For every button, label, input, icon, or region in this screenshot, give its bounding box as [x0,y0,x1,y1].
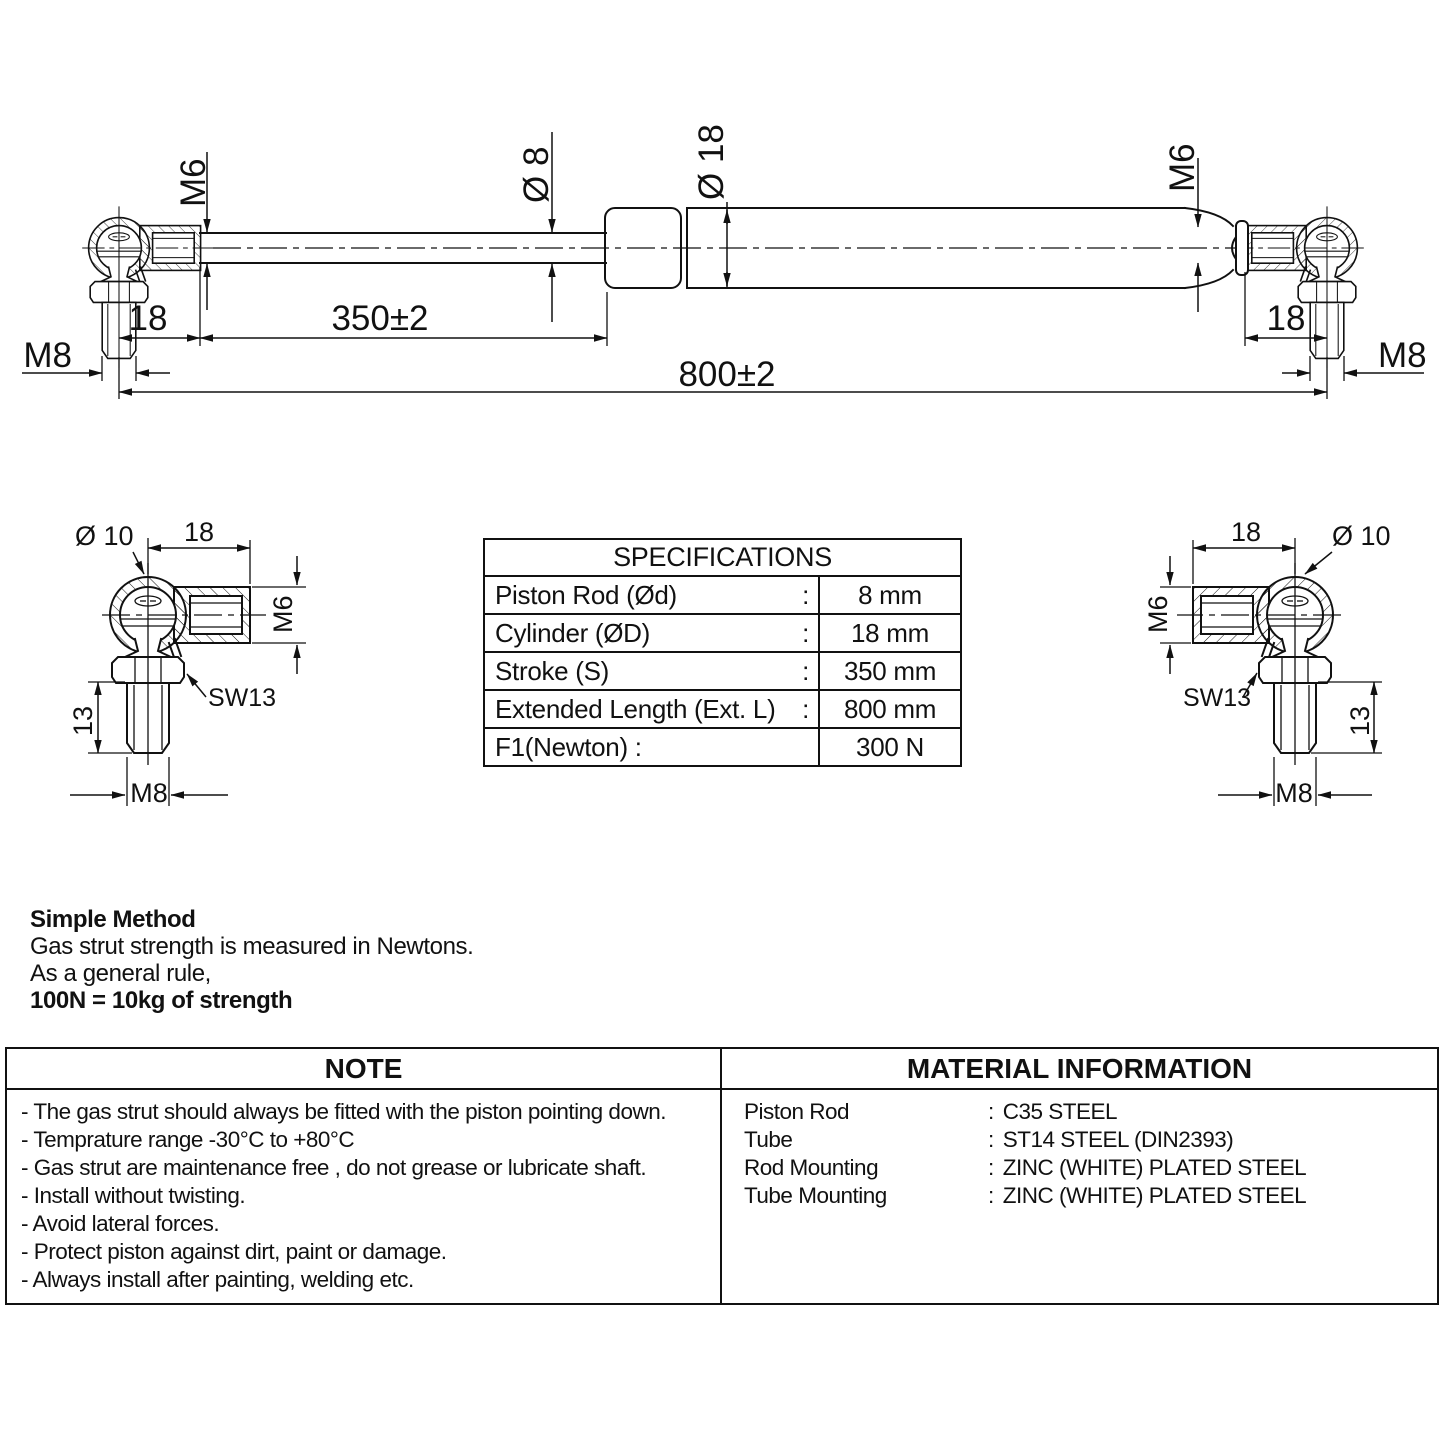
material-value: ZINC (WHITE) PLATED STEEL [1002,1155,1307,1180]
dim-label-dia8: Ø 8 [517,146,556,203]
spec-label: F1(Newton) : [495,731,642,762]
spec-value: 18 mm [851,617,929,648]
dim-label-m6-right: M6 [1163,143,1202,192]
spec-value: 8 mm [858,579,922,610]
dim-label-stroke: 350±2 [331,299,429,338]
dim-label-m8-right: M8 [1378,336,1427,375]
note-item: - Avoid lateral forces. [21,1211,220,1236]
material-label: Rod Mounting [744,1155,879,1180]
simple-method-line: As a general rule, [30,960,211,987]
detail-left-13: 13 [68,705,98,736]
left-fitting-detail [68,517,306,808]
material-row-tube [744,1126,1425,1154]
dim-label-m6-left: M6 [174,158,213,207]
simple-method-block [30,906,473,1014]
spec-row-cylinder [485,613,960,651]
spec-label: Cylinder (ØD) [495,617,651,648]
note-item: - Gas strut are maintenance free , do not grease or lubricate shaft. [21,1155,647,1180]
detail-left-18: 18 [183,517,215,547]
detail-right-m6: M6 [1143,595,1173,633]
material-label: Tube [744,1127,793,1152]
spec-row-piston-rod [485,575,960,613]
spec-value: 350 mm [843,655,937,686]
simple-method-line: Gas strut strength is measured in Newtons. [30,933,474,960]
spec-colon: : [802,693,809,724]
detail-right-sw13: SW13 [1183,684,1252,712]
dim-label-18-right: 18 [1266,299,1306,338]
dim-label-dia18: Ø 18 [692,124,731,200]
note-item: - Protect piston against dirt, paint or damage. [21,1239,447,1264]
note-material-table [5,1047,1439,1305]
detail-left-dia10: Ø 10 [75,521,134,551]
material-info-header: MATERIAL INFORMATION [722,1049,1437,1090]
material-label: Tube Mounting [744,1183,887,1208]
note-item: - The gas strut should always be fitted with the piston pointing down. [21,1099,666,1124]
detail-right-13: 13 [1345,705,1375,736]
spec-colon: : [802,617,809,648]
material-colon: : [988,1155,994,1180]
left-ball-joint [82,206,213,368]
material-list [722,1090,1437,1303]
spec-row-stroke [485,651,960,689]
simple-method-rule: 100N = 10kg of strength [30,987,293,1014]
spec-label: Piston Rod (Ød) [495,579,677,610]
specifications-table [483,538,962,767]
material-colon: : [988,1127,994,1152]
spec-label: Extended Length (Ext. L) [495,693,776,724]
material-value: C35 STEEL [1002,1099,1118,1124]
dim-label-m8-left: M8 [23,336,72,375]
dim-label-extended: 800±2 [678,355,776,394]
note-list [7,1090,722,1303]
detail-right-dia10: Ø 10 [1332,521,1391,551]
spec-table-title: SPECIFICATIONS [613,542,832,572]
spec-value: 800 mm [843,693,937,724]
spec-colon: : [802,655,809,686]
material-colon: : [988,1099,994,1124]
detail-left-m8: M8 [130,778,168,808]
material-row-rod-mounting [744,1154,1425,1182]
spec-value: 300 N [856,731,924,762]
material-row-tube-mounting [744,1182,1425,1210]
note-item: - Temprature range -30°C to +80°C [21,1127,355,1152]
material-value: ST14 STEEL (DIN2393) [1002,1127,1234,1152]
material-label: Piston Rod [744,1099,850,1124]
right-fitting-detail [1143,517,1391,808]
spec-row-extended-length [485,689,960,727]
note-item: - Always install after painting, welding etc. [21,1267,414,1292]
spec-label: Stroke (S) [495,655,610,686]
note-item: - Install without twisting. [21,1183,246,1208]
right-ball-joint [1233,206,1364,368]
main-strut-view [22,124,1427,399]
simple-method-title: Simple Method [30,906,196,933]
detail-left-sw13: SW13 [208,684,277,712]
material-row-piston-rod [744,1098,1425,1126]
note-header: NOTE [7,1049,722,1090]
detail-right-18: 18 [1230,517,1262,547]
detail-right-m8: M8 [1275,778,1313,808]
material-colon: : [988,1183,994,1208]
dim-label-18-left: 18 [128,299,168,338]
spec-colon: : [802,579,809,610]
spec-row-f1-newton [485,727,960,765]
material-value: ZINC (WHITE) PLATED STEEL [1002,1183,1307,1208]
detail-left-m6: M6 [268,595,298,633]
